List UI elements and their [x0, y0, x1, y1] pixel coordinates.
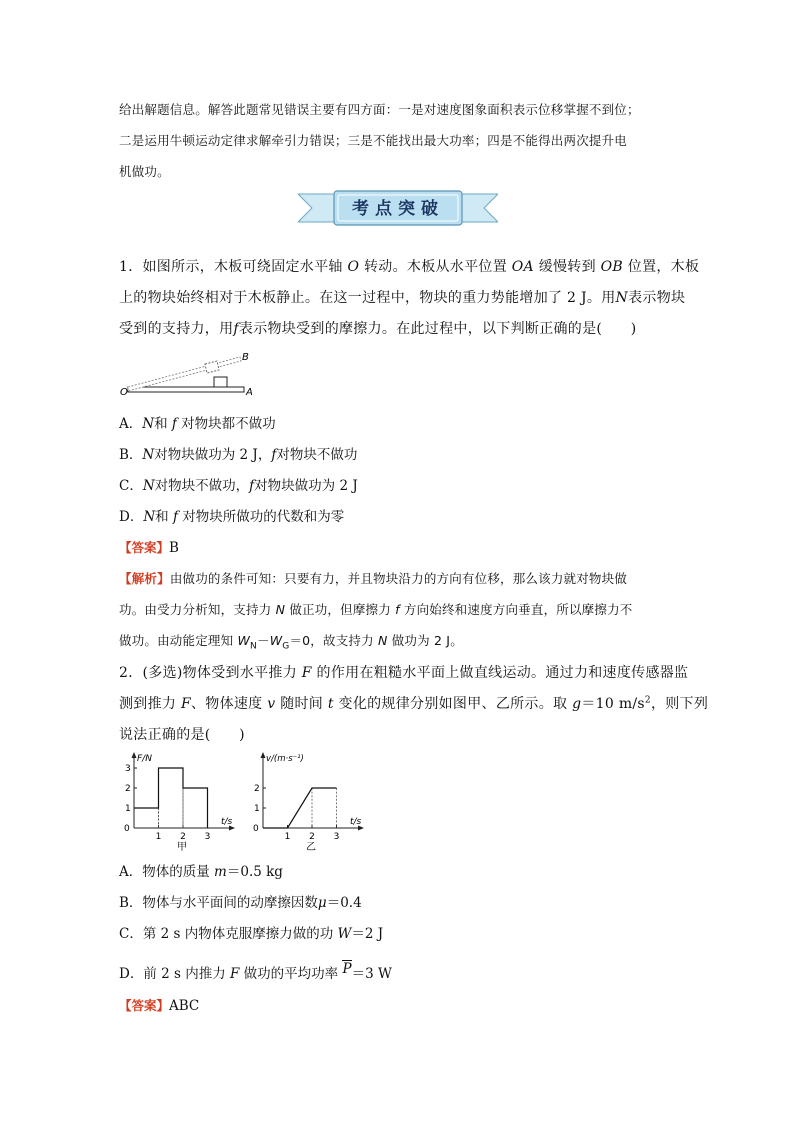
analysis-tag: 【解析】 [119, 571, 170, 586]
answer-tag: 【答案】 [119, 998, 170, 1013]
section-banner [298, 188, 498, 228]
chart-caption: 乙 [306, 842, 316, 853]
x-axis-label: t/s [350, 817, 362, 827]
q2-line-3: 说法正确的是( ) [119, 727, 245, 743]
banner-title: 考点突破 [352, 199, 444, 219]
q1-option-b: B．N对物块做功为 2 J，f对物块不做功 [119, 447, 358, 463]
label-B: B [242, 352, 249, 363]
q2-option-a: A．物体的质量 m＝0.5 kg [119, 864, 283, 880]
series-F-line [134, 768, 208, 828]
chart-velocity-time [247, 750, 372, 854]
label-A: A [246, 387, 253, 398]
q2-line-1: 2．(多选)物体受到水平推力 F 的作用在粗糙水平面上做直线运动。通过力和速度传感器监 [119, 665, 689, 681]
q1-answer: 【答案】B [119, 540, 179, 556]
y-tick-label: 1 [125, 804, 131, 814]
q2-option-c: C．第 2 s 内物体克服摩擦力做的功 W＝2 J [119, 926, 384, 942]
chart-caption: 甲 [177, 842, 187, 853]
x-tick-label: 3 [204, 832, 211, 842]
intro-line-1: 给出解题信息。解答此题常见错误主要有四方面：一是对速度图象面积表示位移掌握不到位； [119, 102, 640, 117]
q1-line-2: 上的物块始终相对于木板静止。在这一过程中，物块的重力势能增加了 2 J。用N表示物块 [119, 290, 686, 306]
answer-tag: 【答案】 [119, 540, 170, 555]
x-axis-label: t/s [221, 817, 233, 827]
average-power-symbol: P [342, 961, 352, 977]
q1-analysis-line-1: 【解析】由做功的条件可知：只要有力，并且物块沿力的方向有位移，那么该力就对物块做 [119, 571, 628, 586]
block-on-OB [205, 361, 219, 373]
q1-board-figure [118, 350, 258, 400]
q2-option-d: D．前 2 s 内推力 F 做功的平均功率 P＝3 W [119, 961, 392, 982]
q1-analysis-line-2: 功。由受力分析知，支持力 N 做正功，但摩擦力 f 方向始终和速度方向垂直，所以摩擦力不 [119, 602, 633, 617]
x-tick-label: 3 [333, 832, 340, 842]
q1-analysis-line-3: 做功。由动能定理知 $W_N-W_G=0$，故支持力 N 做功为 2 J。 [119, 633, 463, 652]
series-v-line [263, 788, 337, 828]
y-axis-arrow [132, 752, 137, 758]
label-O: O [120, 387, 128, 398]
q2-option-b: B．物体与水平面间的动摩擦因数μ＝0.4 [119, 895, 362, 911]
y-axis-label: F/N [137, 754, 152, 764]
intro-line-2: 二是运用牛顿运动定律求解牵引力错误；三是不能找出最大功率；四是不能得出两次提升电 [119, 133, 628, 148]
q1-line-3: 受到的支持力，用f表示物块受到的摩擦力。在此过程中，以下判断正确的是( ) [119, 321, 637, 337]
x-tick-label: 2 [180, 832, 186, 842]
y-tick-label: 2 [254, 784, 260, 794]
block-on-OA [214, 377, 227, 387]
chart-force-time [118, 750, 243, 854]
y-tick-label: 1 [254, 804, 260, 814]
q1-line-1: 1．如图所示，木板可绕固定水平轴 O 转动。木板从水平位置 OA 缓慢转到 OB 位置，木板 [119, 259, 700, 275]
q1-option-a: A．N和 f 对物块都不做功 [119, 416, 276, 432]
origin-label: 0 [253, 824, 259, 834]
y-tick-label: 2 [125, 784, 131, 794]
q1-option-c: C．N对物块不做功，f对物块做功为 2 J [119, 478, 358, 494]
x-tick-label: 1 [155, 832, 162, 842]
intro-line-3: 机做功。 [119, 164, 170, 179]
x-tick-label: 2 [309, 832, 315, 842]
x-tick-label: 1 [284, 832, 291, 842]
q1-option-d: D．N和 f 对物块所做功的代数和为零 [119, 509, 345, 525]
y-tick-label: 3 [125, 764, 131, 774]
q2-answer: 【答案】ABC [119, 998, 200, 1014]
origin-label: 0 [124, 824, 130, 834]
y-axis-arrow [261, 752, 266, 758]
y-axis-label: v/(m·s⁻¹) [266, 754, 304, 764]
board-OA [128, 387, 244, 392]
q2-line-2: 测到推力 F、物体速度 v 随时间 t 变化的规律分别如图甲、乙所示。取 g＝10 $m/s^2$，则下列 [119, 695, 709, 712]
